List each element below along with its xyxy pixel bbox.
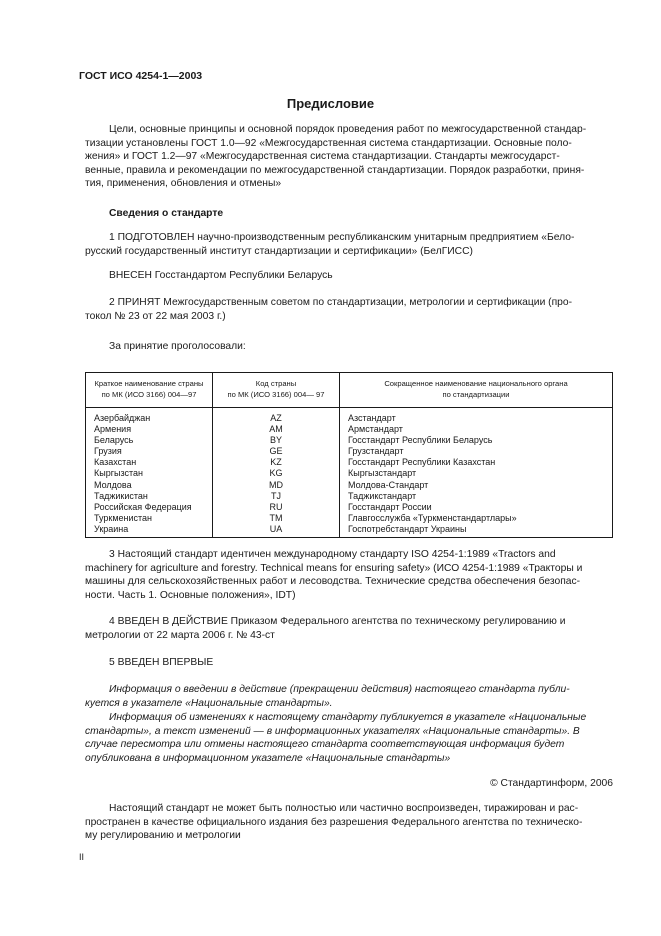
country-cell: Азербайджан: [86, 408, 213, 425]
code-cell: KZ: [213, 457, 340, 468]
text-line: жения» и ГОСТ 1.2—97 «Межгосударственная система стандартизации. Стандарты межгосударст-: [85, 151, 560, 163]
clause-4: [85, 615, 613, 642]
text-line: венные, правила и рекомендации по межгосударственной стандартизации. Порядок разработки, приня-: [85, 164, 585, 176]
clause-2: [85, 296, 613, 323]
code-cell: KG: [213, 468, 340, 479]
country-cell: Украина: [86, 524, 213, 538]
body-cell: Госстандарт Республики Казахстан: [340, 457, 613, 468]
notice-introduction: [85, 683, 613, 710]
foreword-title: Предисловие: [286, 96, 375, 111]
header-line: Сокращенное наименование национального органа: [384, 379, 568, 388]
country-cell: Кыргызстан: [86, 468, 213, 479]
reproduction-notice: [85, 802, 613, 843]
text-line: тизации установлены ГОСТ 1.0—92 «Межгосударственная система стандартизации. Основные поло-: [85, 137, 572, 149]
table-row: [86, 468, 613, 479]
document-code: ГОСТ ИСО 4254-1—2003: [79, 70, 203, 82]
table-row: [86, 480, 613, 491]
text-line: Информация о введении в действие (прекращении действия) настоящего стандарта публи-: [109, 684, 570, 695]
header-line: Краткое наименование страны: [94, 379, 204, 388]
body-cell: Госстандарт Республики Беларусь: [340, 435, 613, 446]
body-cell: Грузстандарт: [340, 446, 613, 457]
code-cell: TJ: [213, 491, 340, 502]
table-row: [86, 513, 613, 524]
header-line: по МК (ИСО 3166) 004—97: [101, 390, 197, 399]
header-line: по стандартизации: [442, 390, 510, 399]
voted-label: За принятие проголосовали:: [109, 341, 246, 352]
text-line: 4 ВВЕДЕН В ДЕЙСТВИЕ Приказом Федерального агентства по техническому регулированию и: [109, 616, 566, 627]
header-line: Код страны: [255, 379, 297, 388]
code-cell: GE: [213, 446, 340, 457]
body-cell: Армстандарт: [340, 424, 613, 435]
text-line: му регулированию и метрологии: [85, 830, 241, 842]
text-line: ности. Часть 1. Основные положения», IDT): [85, 589, 296, 601]
body-cell: Молдова-Стандарт: [340, 480, 613, 491]
code-cell: TM: [213, 513, 340, 524]
foreword-intro: [85, 123, 613, 191]
column-header-code: [213, 373, 340, 408]
clause-3: [85, 548, 613, 602]
header-line: по МК (ИСО 3166) 004— 97: [227, 390, 325, 399]
text-line: Цели, основные принципы и основной порядок проведения работ по межгосударственной стандар-: [109, 124, 587, 135]
body-cell: Азстандарт: [340, 408, 613, 425]
text-line: 1 ПОДГОТОВЛЕН научно-производственным республиканским унитарным предприятием «Бело-: [109, 232, 575, 243]
voting-countries-table: [85, 372, 613, 538]
text-line: русский государственный институт стандартизации и сертификации» (БелГИСС): [85, 245, 473, 257]
text-line: machinery for agriculture and forestry. Technical means for ensuring safety» (ИСО 4254-1:1989 «Тракторы и: [85, 562, 583, 574]
country-cell: Грузия: [86, 446, 213, 457]
table-row: [86, 435, 613, 446]
table-row: [86, 502, 613, 513]
country-cell: Армения: [86, 424, 213, 435]
standard-info-heading: Сведения о стандарте: [109, 208, 224, 219]
submitted-by: ВНЕСЕН Госстандартом Республики Беларусь: [109, 270, 333, 281]
country-cell: Таджикистан: [86, 491, 213, 502]
code-cell: BY: [213, 435, 340, 446]
code-cell: AZ: [213, 408, 340, 425]
code-cell: RU: [213, 502, 340, 513]
clause-5: 5 ВВЕДЕН ВПЕРВЫЕ: [109, 657, 214, 668]
text-line: стандарты», а текст изменений — в информационных указателях «Национальные стандарты». В: [85, 725, 580, 737]
code-cell: UA: [213, 524, 340, 538]
country-cell: Беларусь: [86, 435, 213, 446]
text-line: куется в указателе «Национальные стандарты».: [85, 697, 333, 709]
text-line: Информация об изменениях к настоящему стандарту публикуется в указателе «Национальные: [109, 712, 587, 723]
column-header-body: [340, 373, 613, 408]
body-cell: Главгосслужба «Туркменстандартлары»: [340, 513, 613, 524]
text-line: Настоящий стандарт не может быть полностью или частично воспроизведен, тиражирован и рас-: [109, 803, 579, 814]
notice-changes: [85, 711, 613, 765]
text-line: машины для сельскохозяйственных работ и лесоводства. Технические средства обеспечения безопас-: [85, 576, 581, 588]
code-cell: MD: [213, 480, 340, 491]
table-row: [86, 424, 613, 435]
table-row: [86, 408, 613, 425]
text-line: 3 Настоящий стандарт идентичен международному стандарту ISO 4254-1:1989 «Tractors and: [109, 549, 556, 560]
page-number: II: [79, 852, 85, 862]
column-header-country: [86, 373, 213, 408]
table-header-row: [86, 373, 613, 408]
text-line: метрологии от 22 марта 2006 г. № 43-ст: [85, 629, 275, 641]
text-line: тия, применения, обновления и отмены»: [85, 178, 282, 190]
clause-1: [85, 231, 613, 258]
text-line: опубликована в информационном указателе «Национальные стандарты»: [85, 752, 451, 764]
table-row: [86, 524, 613, 538]
country-cell: Российская Федерация: [86, 502, 213, 513]
table-row: [86, 491, 613, 502]
text-line: случае пересмотра или отмены настоящего стандарта соответствующая информация будет: [85, 739, 565, 751]
country-cell: Туркменистан: [86, 513, 213, 524]
table-row: [86, 457, 613, 468]
country-cell: Молдова: [86, 480, 213, 491]
text-line: пространен в качестве официального издания без разрешения Федерального агентства по техническо-: [85, 816, 583, 828]
country-cell: Казахстан: [86, 457, 213, 468]
body-cell: Таджикстандарт: [340, 491, 613, 502]
body-cell: Госстандарт России: [340, 502, 613, 513]
text-line: токол № 23 от 22 мая 2003 г.): [85, 310, 226, 322]
copyright-notice: © Стандартинформ, 2006: [490, 778, 613, 789]
code-cell: AM: [213, 424, 340, 435]
body-cell: Кыргызстандарт: [340, 468, 613, 479]
text-line: 2 ПРИНЯТ Межгосударственным советом по стандартизации, метрологии и сертификации (про-: [109, 297, 573, 308]
body-cell: Госпотребстандарт Украины: [340, 524, 613, 538]
table-row: [86, 446, 613, 457]
